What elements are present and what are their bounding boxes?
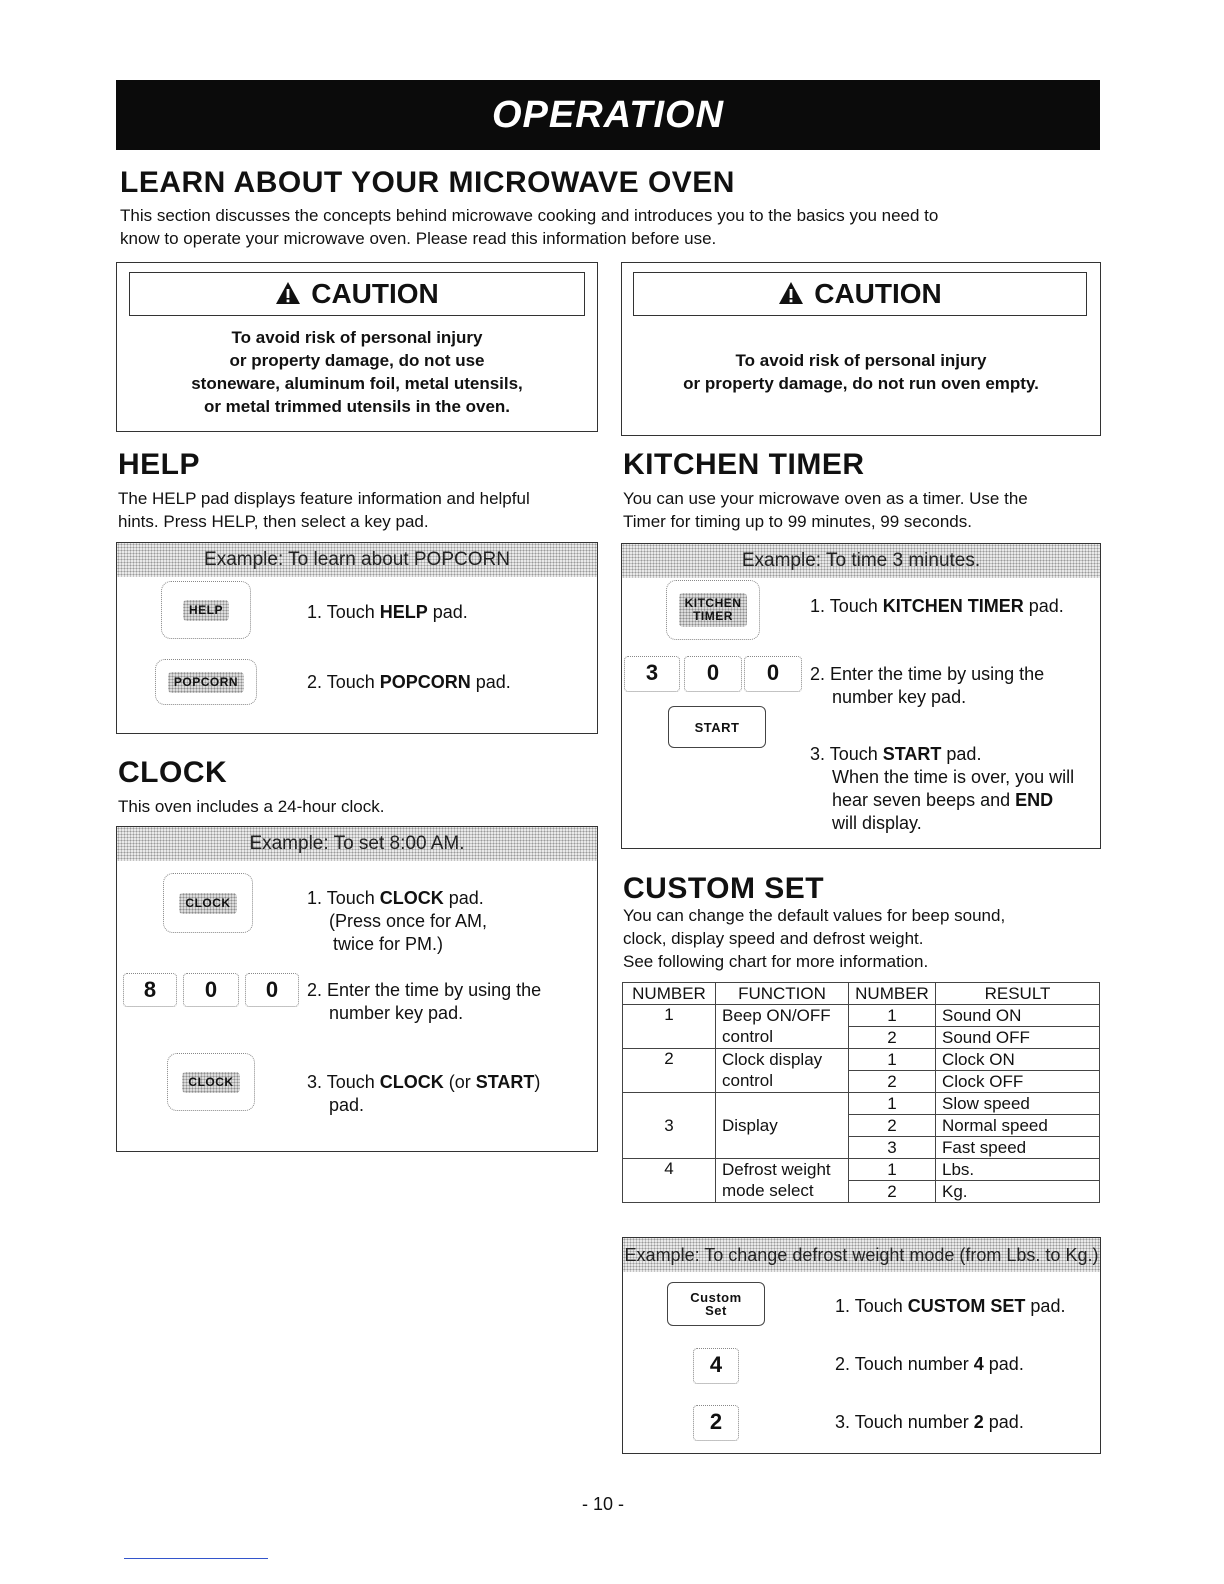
help-step-1: 1. Touch HELP pad. [307,602,468,622]
kitchen-timer-step-3: 3. Touch START pad. When the time is over, you will hear seven beeps and END will display. [810,744,1075,833]
number-key-0[interactable]: 0 [684,656,742,692]
table-row: 3 Fast speed [623,1137,1100,1159]
popcorn-pad[interactable]: POPCORN [155,659,257,705]
custom-set-step-3: 3. Touch number 2 pad. [835,1412,1024,1432]
custom-set-title: CUSTOM SET [623,872,825,905]
caution-box-right [621,262,1101,436]
example-header: Example: To change defrost weight mode (from Lbs. to Kg.) [623,1238,1100,1272]
clock-title: CLOCK [118,756,228,789]
number-key-8[interactable]: 8 [123,973,177,1007]
help-pad[interactable]: HELP [161,581,251,639]
custom-set-step-1: 1. Touch CUSTOM SET pad. [835,1296,1066,1316]
kitchen-timer-title: KITCHEN TIMER [623,448,865,481]
kitchen-timer-example-box [621,543,1101,849]
custom-set-text: You can change the default values for beep sound, clock, display speed and defrost weight. See following chart for more information. [623,906,1006,971]
example-header: Example: To time 3 minutes. [622,544,1100,578]
clock-step-1: 1. Touch CLOCK pad. (Press once for AM, twice for PM.) [307,888,488,954]
clock-pad[interactable]: CLOCK [163,873,253,933]
table-header-row: NUMBER FUNCTION NUMBER RESULT [623,983,1100,1005]
help-step-2: 2. Touch POPCORN pad. [307,672,511,692]
intro-text: This section discusses the concepts behind microwave cooking and introduces you to the basics you need to know to operate your microwave oven. Please read this information before use. [120,206,939,248]
help-example-box [116,542,598,734]
clock-step-2: 2. Enter the time by using the number key pad. [307,980,542,1023]
custom-set-step-2: 2. Touch number 4 pad. [835,1354,1024,1374]
number-key-0[interactable]: 0 [245,973,299,1007]
warning-icon [778,275,804,317]
caution-title: CAUTION [129,272,585,316]
page-number: - 10 - [582,1494,625,1514]
table-row: control 2 Sound OFF [623,1027,1100,1049]
caution-title: CAUTION [633,272,1087,316]
page-title: LEARN ABOUT YOUR MICROWAVE OVEN [120,166,735,199]
table-row: control 2 Clock OFF [623,1071,1100,1093]
help-title: HELP [118,448,201,481]
custom-set-table [622,982,1100,1203]
table-row: 2 Clock display 1 Clock ON [623,1049,1100,1071]
caution-text: To avoid risk of personal injury or property damage, do not use stoneware, aluminum foil, metal utensils, or metal trimmed utensils in the oven. [191,328,523,416]
kitchen-timer-step-2: 2. Enter the time by using the number key pad. [810,664,1045,707]
table-row: mode select 2 Kg. [623,1181,1100,1203]
table-row: 4 Defrost weight 1 Lbs. [623,1159,1100,1181]
section-banner: OPERATION [116,80,1100,150]
clock-step-3: 3. Touch CLOCK (or START) pad. [307,1072,541,1115]
caution-text: To avoid risk of personal injury or property damage, do not run oven empty. [683,351,1039,393]
kitchen-timer-step-1: 1. Touch KITCHEN TIMER pad. [810,596,1064,616]
example-header: Example: To set 8:00 AM. [117,827,597,861]
kitchen-timer-pad[interactable]: KITCHEN TIMER [666,580,760,640]
number-key-0[interactable]: 0 [744,656,802,692]
clock-pad[interactable]: CLOCK [167,1053,255,1111]
warning-icon [275,275,301,317]
number-key-3[interactable]: 3 [624,656,680,692]
custom-set-example-box [622,1237,1101,1454]
caution-box-left [116,262,598,432]
number-key-0[interactable]: 0 [183,973,239,1007]
table-row: 3 Display 1 Slow speed [623,1093,1100,1115]
table-row: 2 Normal speed [623,1115,1100,1137]
number-key-4[interactable]: 4 [693,1348,739,1384]
kitchen-timer-text: You can use your microwave oven as a timer. Use the Timer for timing up to 99 minutes, 99 seconds. [623,489,1028,531]
help-text: The HELP pad displays feature information and helpful hints. Press HELP, then select a key pad. [118,489,530,531]
start-pad[interactable]: START [668,706,766,748]
number-key-2[interactable]: 2 [693,1405,739,1441]
table-row: 1 Beep ON/OFF 1 Sound ON [623,1005,1100,1027]
clock-example-box [116,826,598,1152]
clock-text: This oven includes a 24-hour clock. [118,797,385,816]
example-header: Example: To learn about POPCORN [117,543,597,577]
footer-rule [124,1558,268,1559]
custom-set-pad[interactable]: Custom Set [667,1282,765,1326]
